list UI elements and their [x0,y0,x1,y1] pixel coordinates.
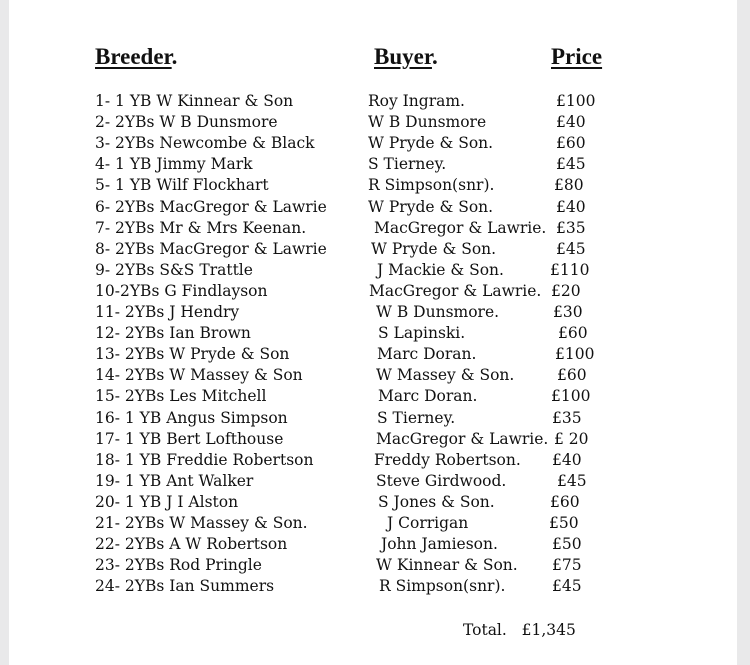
breeder-cell: 14- 2YBs W Massey & Son [95,366,303,385]
table-row [9,281,737,302]
breeder-cell: 20- 1 YB J I Alston [95,492,239,511]
table-row [9,534,737,555]
breeder-cell: 2- 2YBs W B Dunsmore [95,113,278,132]
buyer-cell: Steve Girdwood. [376,471,507,490]
price-cell: £100 [555,345,595,364]
buyer-cell: R Simpson(snr). [379,577,506,596]
buyer-cell: W B Dunsmore [368,113,487,132]
price-cell: £45 [557,471,587,490]
buyer-cell: W Pryde & Son. [368,134,494,153]
buyer-cell: S Tierney. [377,408,456,427]
price-cell: £40 [556,197,586,216]
price-cell: £40 [556,113,586,132]
table-row [9,555,737,576]
table-row [9,386,737,407]
price-cell: £50 [552,535,582,554]
breeder-cell: 12- 2YBs Ian Brown [95,324,251,343]
price-cell: £ 20 [554,429,589,448]
buyer-cell: Marc Doran. [378,387,478,406]
breeder-cell: 19- 1 YB Ant Walker [95,471,254,490]
price-cell: £50 [549,514,579,532]
breeder-cell: 23- 2YBs Rod Pringle [95,556,262,575]
breeder-cell: 16- 1 YB Angus Simpson [95,408,288,427]
buyer-cell: MacGregor & Lawrie. [369,281,542,300]
document-page [9,0,737,665]
table-row [9,429,737,450]
buyer-cell: W Massey & Son. [376,366,515,385]
breeder-cell: 22- 2YBs A W Robertson [95,535,288,554]
buyer-cell: MacGregor & Lawrie. [376,429,549,448]
table-row [9,408,737,429]
buyer-cell: Freddy Robertson. [374,450,521,469]
breeder-header: Breeder. [95,44,178,69]
table-row [9,471,737,492]
price-cell: £60 [550,492,580,511]
price-header: Price [551,44,603,69]
buyer-cell: S Tierney. [368,155,447,174]
breeder-cell: 6- 2YBs MacGregor & Lawrie [95,197,327,216]
table-row [9,175,737,196]
price-cell: £75 [552,556,582,575]
breeder-cell: 4- 1 YB Jimmy Mark [95,155,253,174]
buyer-cell: W Kinnear & Son. [376,556,518,575]
table-row [9,492,737,513]
table-row [9,450,737,471]
buyer-cell: Marc Doran. [377,345,477,364]
breeder-cell: 1- 1 YB W Kinnear & Son [95,92,294,110]
table-row [9,133,737,154]
buyer-cell: S Jones & Son. [378,492,495,511]
table-row [9,344,737,365]
buyer-cell: MacGregor & Lawrie. [374,218,547,237]
buyer-cell: John Jamieson. [381,535,498,554]
buyer-cell: W Pryde & Son. [368,197,494,216]
breeder-cell: 5- 1 YB Wilf Flockhart [95,176,269,195]
buyer-cell: Roy Ingram. [368,92,465,110]
price-cell: £45 [556,239,586,258]
price-cell: £45 [556,155,586,174]
table-row [9,260,737,281]
price-cell: £40 [552,450,582,469]
buyer-cell: W B Dunsmore. [376,303,500,321]
price-cell: £110 [550,260,590,279]
price-cell: £60 [558,324,588,343]
price-cell: £100 [551,387,591,406]
breeder-cell: 8- 2YBs MacGregor & Lawrie [95,239,327,258]
price-cell: £45 [552,577,582,596]
price-cell: £20 [551,281,581,300]
total-label: Total. [463,621,507,639]
table-row [9,112,737,133]
breeder-cell: 7- 2YBs Mr & Mrs Keenan. [95,218,307,237]
table-row [9,239,737,260]
buyer-cell: W Pryde & Son. [371,239,497,258]
price-cell: £35 [552,408,582,427]
breeder-cell: 21- 2YBs W Massey & Son. [95,514,308,532]
breeder-cell: 24- 2YBs Ian Summers [95,577,275,596]
buyer-cell: J Corrigan [387,514,469,532]
table-row [9,513,737,534]
price-cell: £35 [556,218,586,237]
table-row [9,323,737,344]
buyer-header: Buyer. [374,44,438,69]
buyer-cell: J Mackie & Son. [377,260,504,279]
table-row [9,154,737,175]
price-cell: £60 [557,366,587,385]
table-row [9,197,737,218]
price-cell: £60 [556,134,586,153]
breeder-cell: 11- 2YBs J Hendry [95,303,240,321]
breeder-cell: 15- 2YBs Les Mitchell [95,387,267,406]
breeder-cell: 17- 1 YB Bert Lofthouse [95,429,284,448]
price-cell: £100 [556,92,596,110]
table-row [9,91,737,112]
price-cell: £30 [553,303,583,321]
breeder-cell: 9- 2YBs S&S Trattle [95,260,253,279]
breeder-cell: 13- 2YBs W Pryde & Son [95,345,290,364]
total-line [463,620,576,641]
buyer-cell: R Simpson(snr). [368,176,495,195]
breeder-cell: 18- 1 YB Freddie Robertson [95,450,314,469]
table-row [9,576,737,597]
breeder-cell: 3- 2YBs Newcombe & Black [95,134,315,153]
total-value: £1,345 [521,621,576,639]
table-row [9,302,737,323]
breeder-cell: 10-2YBs G Findlayson [95,281,268,300]
table-row [9,218,737,239]
buyer-cell: S Lapinski. [378,324,466,343]
table-row [9,365,737,386]
price-cell: £80 [554,176,584,195]
